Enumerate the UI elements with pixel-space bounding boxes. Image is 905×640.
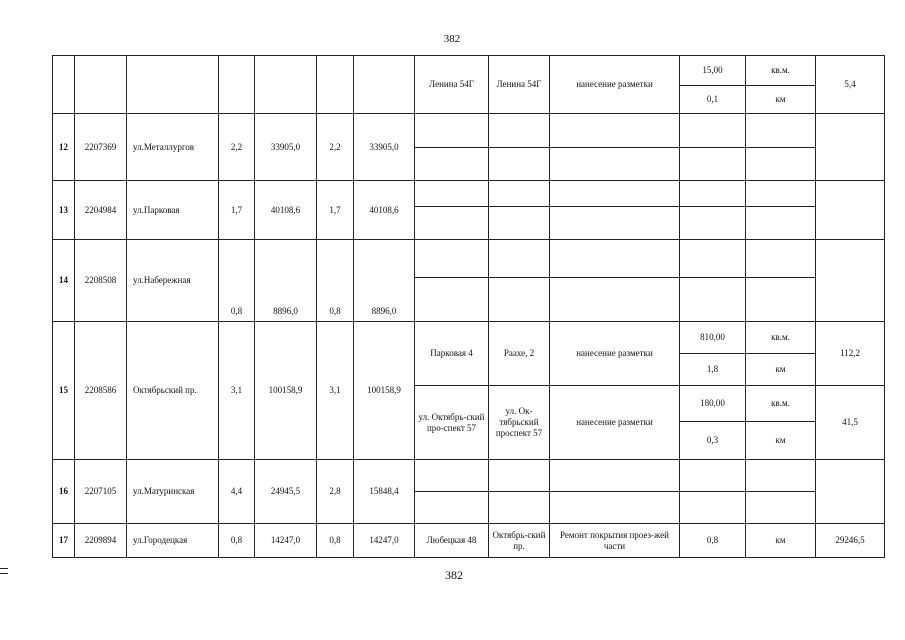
cell-empty xyxy=(680,240,746,278)
work-from: Парковая 4 xyxy=(415,322,489,386)
row-number: 16 xyxy=(53,460,75,524)
cell-empty xyxy=(746,240,816,278)
work-unit: км xyxy=(746,422,816,460)
length-total: 0,8 xyxy=(219,524,255,558)
area-repair: 14247,0 xyxy=(354,524,415,558)
work-total: 112,2 xyxy=(816,322,885,386)
area-total: 100158,9 xyxy=(255,322,317,460)
work-qty: 15,00 xyxy=(680,56,746,86)
street-name: ул.Парковая xyxy=(127,181,219,240)
row-number: 12 xyxy=(53,114,75,181)
length-total: 3,1 xyxy=(219,322,255,460)
area-total: 8896,0 xyxy=(255,240,317,322)
cell-empty xyxy=(415,278,489,322)
area-total: 24945,5 xyxy=(255,460,317,524)
work-to: Октябрь-ский пр. xyxy=(489,524,550,558)
row-number: 15 xyxy=(53,322,75,460)
cell-empty xyxy=(680,181,746,207)
cell-empty xyxy=(680,492,746,524)
roads-table xyxy=(52,55,885,558)
length-total: 2,2 xyxy=(219,114,255,181)
work-unit: кв.м. xyxy=(746,322,816,354)
area-total: 14247,0 xyxy=(255,524,317,558)
cell-empty xyxy=(317,56,354,114)
work-unit: кв.м. xyxy=(746,56,816,86)
work-to: Ленина 54Г xyxy=(489,56,550,114)
cell-empty xyxy=(680,148,746,181)
cell-empty xyxy=(255,56,317,114)
cell-empty xyxy=(489,114,550,148)
length-repair: 1,7 xyxy=(317,181,354,240)
road-code: 2209894 xyxy=(75,524,127,558)
cell-empty xyxy=(746,278,816,322)
area-repair: 15848,4 xyxy=(354,460,415,524)
length-repair: 0,8 xyxy=(317,240,354,322)
work-total: 41,5 xyxy=(816,386,885,460)
work-unit: км xyxy=(746,524,816,558)
cell-empty xyxy=(489,278,550,322)
work-type: Ремонт покрытия проез-жей части xyxy=(550,524,680,558)
cell-empty xyxy=(746,181,816,207)
cell-empty xyxy=(550,181,680,207)
cell-empty xyxy=(680,460,746,492)
work-from: Ленина 54Г xyxy=(415,56,489,114)
area-total: 40108,6 xyxy=(255,181,317,240)
length-repair: 3,1 xyxy=(317,322,354,460)
row-number: 14 xyxy=(53,240,75,322)
work-to: Раахе, 2 xyxy=(489,322,550,386)
row-number: 13 xyxy=(53,181,75,240)
cell-empty xyxy=(746,207,816,240)
work-qty: 0,8 xyxy=(680,524,746,558)
street-name: ул.Матуринская xyxy=(127,460,219,524)
row-number: 17 xyxy=(53,524,75,558)
work-total: 5,4 xyxy=(816,56,885,114)
cell-empty xyxy=(354,56,415,114)
work-unit: км xyxy=(746,86,816,114)
cell-empty xyxy=(816,240,885,322)
cell-empty xyxy=(550,492,680,524)
street-name: ул.Набережная xyxy=(127,240,219,322)
cell-empty xyxy=(489,460,550,492)
cell-empty xyxy=(219,56,255,114)
work-from: Любецкая 48 xyxy=(415,524,489,558)
cell-empty xyxy=(415,207,489,240)
cell-empty xyxy=(746,492,816,524)
work-qty: 0,1 xyxy=(680,86,746,114)
length-total: 4,4 xyxy=(219,460,255,524)
work-total: 29246,5 xyxy=(816,524,885,558)
work-unit: км xyxy=(746,354,816,386)
road-code: 2207105 xyxy=(75,460,127,524)
cell-empty xyxy=(816,181,885,240)
cell-empty xyxy=(415,240,489,278)
page-number-bottom: 382 xyxy=(445,568,463,582)
length-repair: 2,8 xyxy=(317,460,354,524)
area-repair: 8896,0 xyxy=(354,240,415,322)
cell-empty xyxy=(415,181,489,207)
area-repair: 33905,0 xyxy=(354,114,415,181)
margin-mark xyxy=(0,568,8,569)
length-repair: 2,2 xyxy=(317,114,354,181)
cell-empty xyxy=(489,492,550,524)
length-total: 0,8 xyxy=(219,240,255,322)
road-code: 2208586 xyxy=(75,322,127,460)
cell-empty xyxy=(550,240,680,278)
cell-empty xyxy=(75,56,127,114)
cell-empty xyxy=(550,148,680,181)
work-to: ул. Ок-тябрьский проспект 57 xyxy=(489,386,550,460)
cell-empty xyxy=(550,207,680,240)
cell-empty xyxy=(415,492,489,524)
work-qty: 1,8 xyxy=(680,354,746,386)
street-name: ул.Металлургов xyxy=(127,114,219,181)
work-unit: кв.м. xyxy=(746,386,816,422)
area-total: 33905,0 xyxy=(255,114,317,181)
street-name: ул.Городецкая xyxy=(127,524,219,558)
cell-empty xyxy=(550,278,680,322)
cell-empty xyxy=(550,460,680,492)
cell-empty xyxy=(746,148,816,181)
cell-empty xyxy=(489,207,550,240)
cell-empty xyxy=(127,56,219,114)
area-repair: 100158,9 xyxy=(354,322,415,460)
work-qty: 810,00 xyxy=(680,322,746,354)
length-total: 1,7 xyxy=(219,181,255,240)
cell-empty xyxy=(816,114,885,181)
cell-empty xyxy=(415,148,489,181)
street-name: Октябрьский пр. xyxy=(127,322,219,460)
road-code: 2207369 xyxy=(75,114,127,181)
work-qty: 180,00 xyxy=(680,386,746,422)
cell-empty xyxy=(680,278,746,322)
road-code: 2208508 xyxy=(75,240,127,322)
cell-empty xyxy=(415,460,489,492)
cell-empty xyxy=(489,240,550,278)
road-code: 2204984 xyxy=(75,181,127,240)
cell-empty xyxy=(489,181,550,207)
cell-empty xyxy=(746,114,816,148)
cell-empty xyxy=(746,460,816,492)
work-qty: 0,3 xyxy=(680,422,746,460)
cell-empty xyxy=(680,114,746,148)
work-type: нанесение разметки xyxy=(550,322,680,386)
cell-empty xyxy=(415,114,489,148)
cell-empty xyxy=(550,114,680,148)
work-from: ул. Октябрь-ский про-спект 57 xyxy=(415,386,489,460)
work-type: нанесение разметки xyxy=(550,386,680,460)
work-type: нанесение разметки xyxy=(550,56,680,114)
margin-mark xyxy=(0,573,8,574)
area-repair: 40108,6 xyxy=(354,181,415,240)
length-repair: 0,8 xyxy=(317,524,354,558)
page-number-top: 382 xyxy=(443,33,461,45)
cell-empty xyxy=(53,56,75,114)
cell-empty xyxy=(489,148,550,181)
cell-empty xyxy=(816,460,885,524)
cell-empty xyxy=(680,207,746,240)
